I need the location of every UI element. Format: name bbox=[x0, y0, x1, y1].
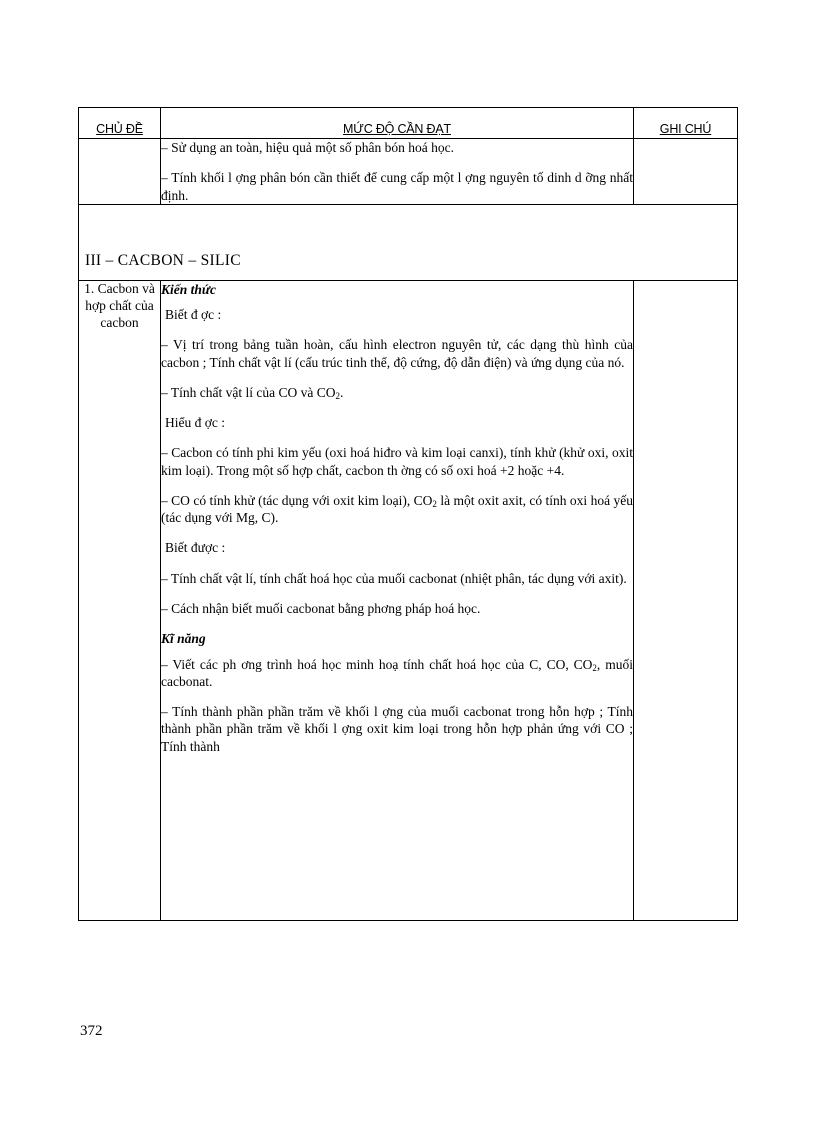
curriculum-table bbox=[78, 107, 738, 921]
continued-content-cell bbox=[161, 139, 634, 205]
carbon-row bbox=[79, 280, 738, 920]
skill-item-1: – Viết các ph ơng trình hoá học minh hoạ tính chất hoá học của C, CO, $CO_2$, muối cacbonat. bbox=[161, 656, 633, 689]
carbon-content-cell bbox=[161, 280, 634, 920]
carbon-note-cell bbox=[634, 280, 738, 920]
know-item-2: – Tính chất vật lí của CO và $CO_2$. bbox=[161, 384, 344, 401]
understand-label: Hiểu đ ợc : bbox=[165, 415, 225, 431]
continued-note-cell bbox=[634, 139, 738, 205]
know-label: Biết đ ợc : bbox=[165, 307, 222, 323]
understand-item-2: – CO có tính khử (tác dụng với oxit kim loại), $CO_2$ là một oxit axit, có tính oxi hoá yếu (tác dụng với Mg, C). bbox=[161, 492, 634, 526]
know2-item-2: – Cách nhận biết muối cacbonat bằng phơng pháp hoá học. bbox=[161, 600, 481, 616]
header-level: MỨC ĐỘ CẦN ĐẠT bbox=[161, 108, 634, 139]
section-row bbox=[79, 204, 738, 280]
know-item-1: – Vị trí trong bảng tuần hoàn, cấu hình electron nguyên tử, các dạng thù hình của cacbon ; Tính chất vật lí (cấu trúc tinh thể, độ cứng, độ dẫn điện) và ứng dụng của nó. bbox=[161, 337, 633, 370]
continued-row bbox=[79, 139, 738, 205]
header-row bbox=[79, 108, 738, 139]
know2-label: Biết được : bbox=[165, 540, 226, 556]
fertilizer-safety-line: – Sử dụng an toàn, hiệu quả một số phân bón hoá học. bbox=[161, 140, 455, 155]
page-number: 372 bbox=[80, 1023, 103, 1039]
section-title: III – CACBON – SILIC bbox=[79, 204, 738, 280]
header-topic: CHỦ ĐỀ bbox=[79, 108, 161, 139]
header-note: GHI CHÚ bbox=[634, 108, 738, 139]
topic-cell: 1. Cacbon và hợp chất của cacbon bbox=[79, 280, 161, 920]
fertilizer-mass-line: – Tính khối l ợng phân bón cần thiết để cung cấp một l ợng nguyên tố dinh d ỡng nhất định. bbox=[161, 170, 633, 203]
know2-item-1: – Tính chất vật lí, tính chất hoá học của muối cacbonat (nhiệt phân, tác dụng với axit). bbox=[161, 570, 627, 586]
continued-topic-cell bbox=[79, 139, 161, 205]
knowledge-heading: Kiến thức bbox=[161, 281, 216, 297]
skill-item-2: – Tính thành phần phần trăm về khối l ợng của muối cacbonat trong hỗn hợp ; Tính thành phần phần trăm về khối l ợng oxit kim loại trong hỗn hợp phản ứng với CO ; Tính thành bbox=[161, 704, 633, 754]
skills-heading: Kĩ năng bbox=[161, 631, 206, 647]
understand-item-1: – Cacbon có tính phi kim yếu (oxi hoá hiđro và kim loại canxi), tính khử (khử oxi, oxit kim loại). Trong một số hợp chất, cacbon th ờng có số oxi hoá +2 hoặc +4. bbox=[161, 445, 633, 478]
